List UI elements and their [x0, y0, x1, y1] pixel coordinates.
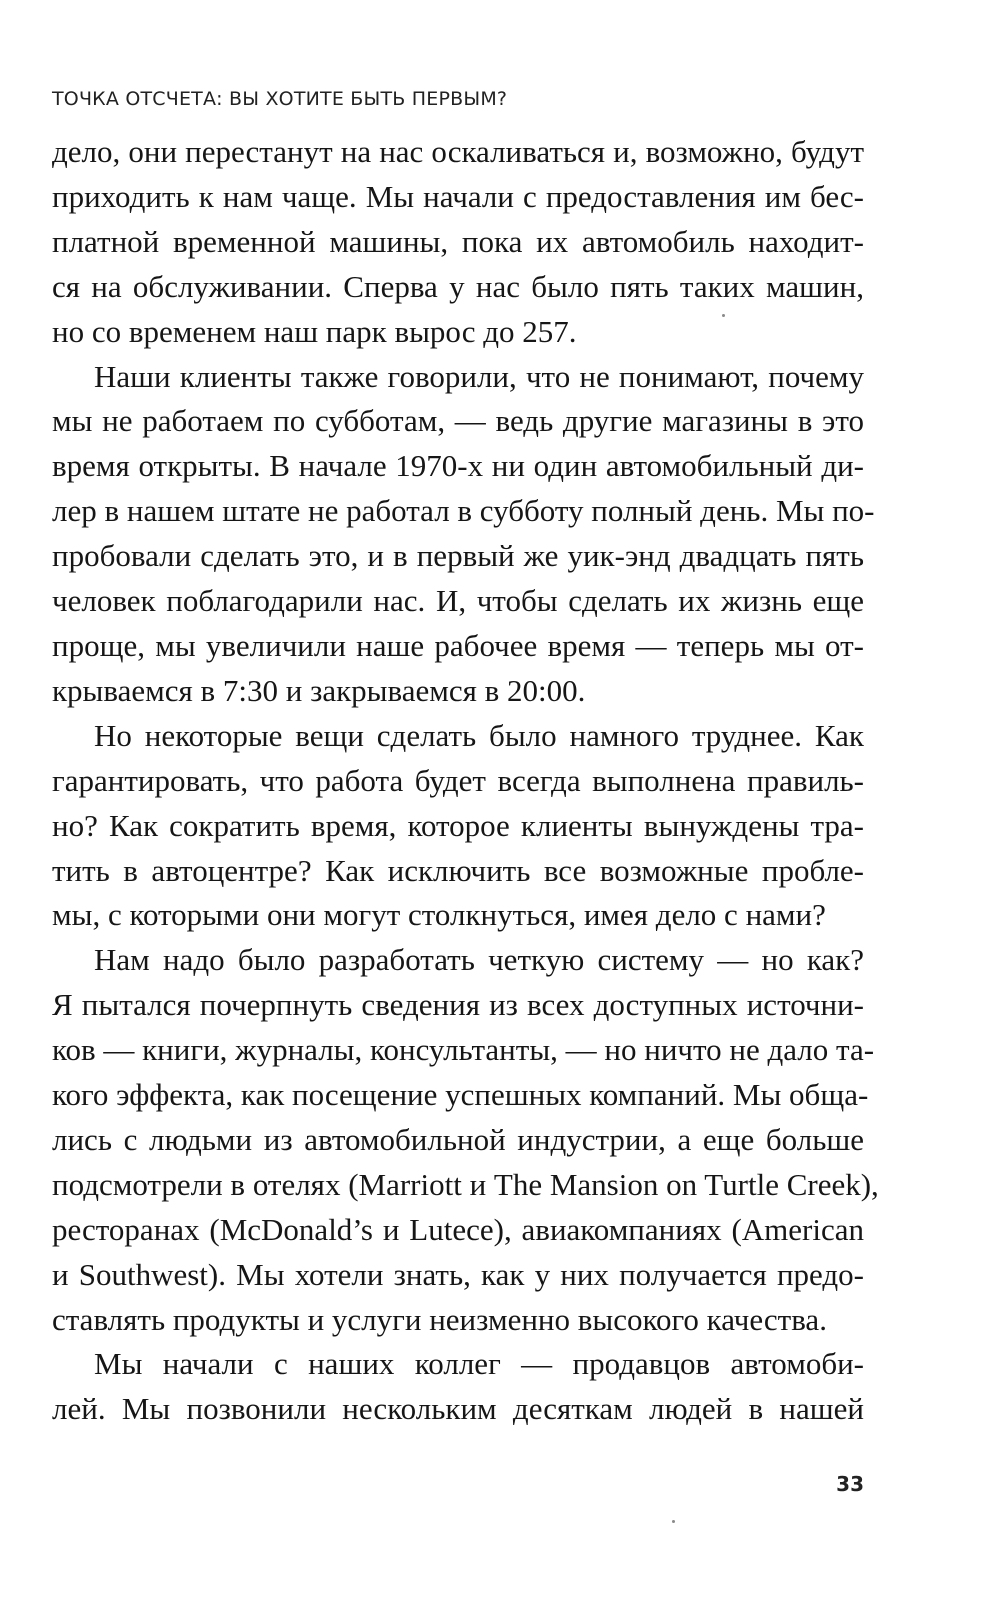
- text-line: Наши клиенты также говорили, что не понимают, почему: [94, 358, 864, 394]
- paragraph-2: [52, 355, 875, 714]
- paragraph-1: [52, 130, 864, 355]
- text-line: Нам надо было разработать четкую систему — но как?: [94, 942, 864, 978]
- running-head: ТОЧКА ОТСЧЕТА: ВЫ ХОТИТЕ БЫТЬ ПЕРВЫМ?: [52, 88, 508, 110]
- text-line: гарантировать, что работа будет всегда выполнена правиль-: [52, 762, 864, 798]
- text-line: крываемся в 7:30 и закрываемся в 20:00.: [52, 672, 586, 708]
- text-line: ставлять продукты и услуги неизменно высокого качества.: [52, 1301, 827, 1337]
- text-line: мы, с которыми они могут столкнуться, имея дело с нами?: [52, 897, 826, 933]
- text-line: ресторанах (McDonald’s и Lutece), авиакомпаниях (American: [52, 1211, 864, 1247]
- text-line: пробовали сделать это, и в первый же уик-энд двадцать пять: [52, 538, 864, 574]
- text-line: ков — книги, журналы, консультанты, — но ничто не дало та-: [52, 1032, 875, 1068]
- text-line: лер в нашем штате не работал в субботу полный день. Мы по-: [52, 493, 875, 529]
- paragraph-3: [52, 714, 864, 939]
- text-line: Я пытался почерпнуть сведения из всех доступных источни-: [52, 987, 864, 1023]
- text-line: дело, они перестанут на нас оскаливаться и, возможно, будут: [52, 134, 864, 169]
- text-line: ся на обслуживании. Сперва у нас было пять таких машин,: [52, 268, 864, 304]
- scan-speck: [722, 314, 725, 317]
- text-line: кого эффекта, как посещение успешных компаний. Мы обща-: [52, 1077, 869, 1113]
- text-line: но? Как сократить время, которое клиенты вынуждены тра-: [52, 807, 864, 843]
- text-line: Но некоторые вещи сделать было намного труднее. Как: [94, 717, 864, 753]
- text-line: Мы начали с наших коллег — продавцов автомоби-: [94, 1346, 864, 1382]
- text-line: платной временной машины, пока их автомобиль находит-: [52, 223, 864, 259]
- text-line: приходить к нам чаще. Мы начали с предоставления им бес-: [52, 178, 864, 214]
- paragraph-4: [52, 938, 879, 1342]
- text-line: проще, мы увеличили наше рабочее время — теперь мы от-: [52, 627, 864, 663]
- text-line: мы не работаем по субботам, — ведь другие магазины в это: [52, 403, 864, 439]
- text-line: время открыты. В начале 1970-х ни один автомобильный ди-: [52, 448, 864, 484]
- text-line: тить в автоцентре? Как исключить все возможные пробле-: [52, 852, 864, 888]
- text-line: и Southwest). Мы хотели знать, как у них получается предо-: [52, 1256, 864, 1292]
- text-line: подсмотрели в отелях (Marriott и The Mansion on Turtle Creek),: [52, 1166, 879, 1202]
- text-line: лись с людьми из автомобильной индустрии, а еще больше: [52, 1121, 864, 1157]
- paragraph-5: [52, 1342, 864, 1432]
- text-line: но со временем наш парк вырос до 257.: [52, 313, 577, 349]
- text-line: лей. Мы позвонили нескольким десяткам людей в нашей: [52, 1391, 864, 1427]
- body-text: [52, 130, 879, 1432]
- page-number: 33: [836, 1472, 864, 1496]
- scan-speck: [672, 1520, 675, 1523]
- text-line: человек поблагодарили нас. И, чтобы сделать их жизнь еще: [52, 583, 864, 619]
